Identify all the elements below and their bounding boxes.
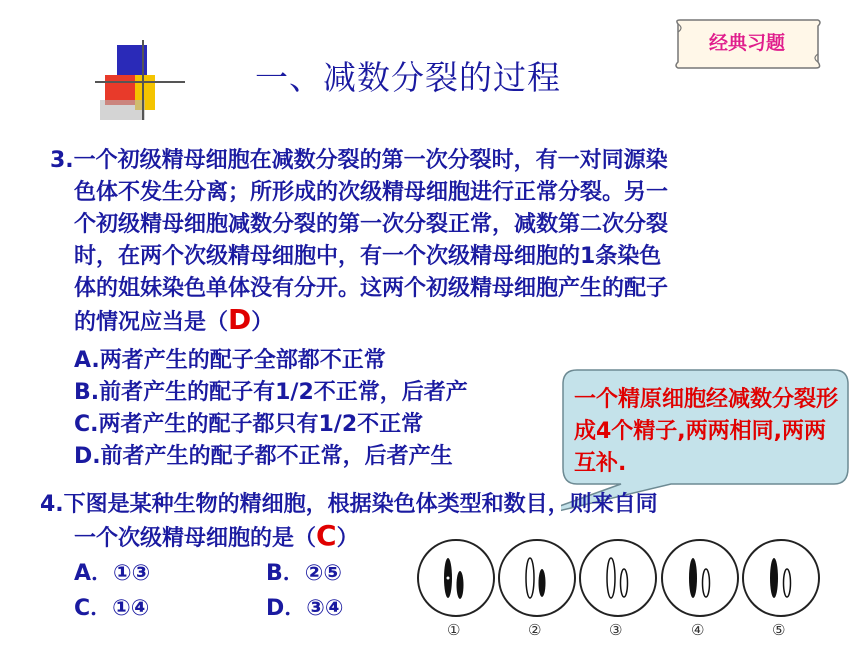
q4-answer: C [316,519,337,552]
q4-line-2-post: ） [336,526,359,551]
q4-line-2 [74,519,359,552]
q3-line-3: 个初级精母细胞减数分裂的第一次分裂正常，减数第二次分裂 [74,212,669,237]
cell-label-1: ① [447,621,461,639]
q3-option-b: B.前者产生的配子有1/2不正常，后者产 [74,380,468,405]
badge-label: 经典习题 [708,32,785,54]
cell-3 [580,540,656,616]
q3-answer: D [228,303,252,336]
callout-text: 一个精原细胞经减数分裂形成4个精子,两两相同,两两互补. [574,387,839,476]
q3-option-a: A.两者产生的配子全部都不正常 [74,348,386,373]
q4-line-2-pre: 一个次级精母细胞的是（ [74,526,317,551]
q3-stem-end-pre: 的情况应当是（ [74,310,229,335]
q4-option-c: C．①④ [74,596,150,621]
q3-option-c: C.两者产生的配子都只有1/2不正常 [74,412,424,437]
cell-label-5: ⑤ [772,621,786,639]
q4-line-1: 4.下图是某种生物的精细胞，根据染色体类型和数目，则来自同 [40,492,658,517]
q3-line-4: 时，在两个次级精母细胞中，有一个次级精母细胞的1条染色 [74,244,662,269]
badge-scroll [672,18,822,70]
cell-label-3: ③ [609,621,623,639]
cell-5 [743,540,819,616]
cell-label-4: ④ [691,621,705,639]
q3-line-5: 体的姐妹染色单体没有分开。这两个初级精母细胞产生的配子 [74,276,669,301]
q3-stem-end-post: ） [251,310,274,335]
title-decoration [95,40,185,120]
q3-line-2: 色体不发生分离；所形成的次级精母细胞进行正常分裂。另一 [74,180,669,205]
cell-2 [499,540,575,616]
q4-option-a: A．①③ [74,561,151,586]
sperm-cells-diagram [412,535,832,625]
cell-1 [418,540,494,616]
cell-4 [662,540,738,616]
q3-line-1: 3.一个初级精母细胞在减数分裂的第一次分裂时，有一对同源染 [50,148,668,173]
q3-stem-end [74,303,273,336]
page-title: 一、减数分裂的过程 [255,58,561,97]
q4-option-d: D．③④ [266,596,344,621]
q4-option-b: B．②⑤ [266,561,343,586]
q3-option-d: D.前者产生的配子都不正常，后者产生 [74,444,453,469]
cell-label-2: ② [528,621,542,639]
